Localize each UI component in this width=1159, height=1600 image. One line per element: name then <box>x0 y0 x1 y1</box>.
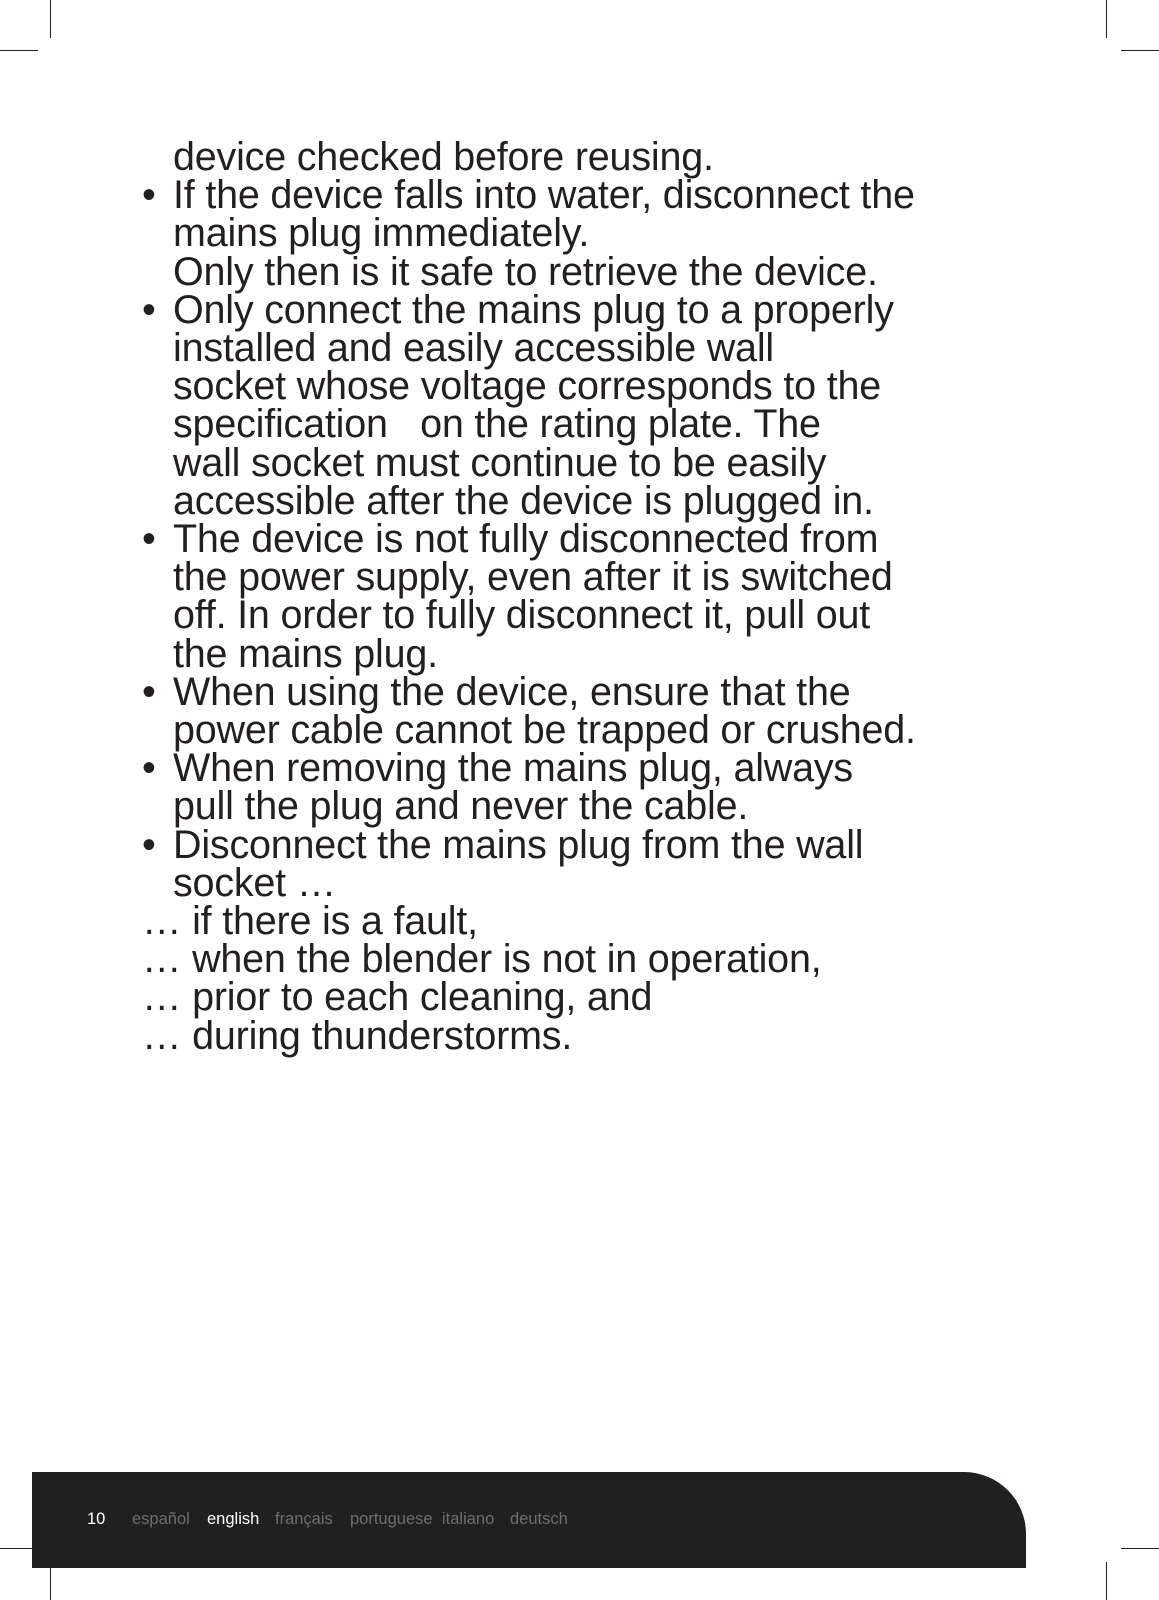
bullet-item <box>142 173 1022 218</box>
text-line: installed and easily accessible wall <box>173 326 774 371</box>
text-line: power cable cannot be trapped or crushed. <box>173 708 916 753</box>
bullet-item <box>142 822 1022 867</box>
text-line: Only connect the mains plug to a properly <box>173 287 894 332</box>
text-line: Only then is it safe to retrieve the device. <box>173 249 878 294</box>
safety-instructions <box>142 135 1022 1058</box>
text-line: specification on the rating plate. The <box>173 402 821 447</box>
bullet-item <box>142 517 1022 562</box>
sub-item: … when the blender is not in operation, <box>142 937 822 982</box>
bullet-icon: • <box>142 173 156 218</box>
page-number: 10 <box>87 1510 106 1528</box>
bullet-icon: • <box>142 517 156 562</box>
language-espanol[interactable]: español <box>132 1510 190 1528</box>
crop-mark-top-right-vertical <box>1106 0 1107 38</box>
crop-mark-top-right-horizontal <box>1121 50 1159 51</box>
text-line: When using the device, ensure that the <box>173 669 851 714</box>
language-portuguese[interactable]: portuguese <box>350 1510 433 1528</box>
text-line: wall socket must continue to be easily <box>173 440 827 485</box>
sub-item: … during thunderstorms. <box>142 1013 573 1058</box>
text-line: the mains plug. <box>173 631 438 676</box>
bullet-icon: • <box>142 669 156 714</box>
text-line: The device is not fully disconnected from <box>173 517 879 562</box>
language-english[interactable]: english <box>207 1510 260 1528</box>
crop-mark-top-left-vertical <box>50 0 51 38</box>
crop-mark-bottom-right-vertical <box>1106 1562 1107 1600</box>
text-line: When removing the mains plug, always <box>173 746 853 791</box>
text-line: the power supply, even after it is switched <box>173 555 893 600</box>
language-francais[interactable]: français <box>275 1510 333 1528</box>
footer-bar <box>32 1472 1026 1568</box>
text-line: mains plug immediately. <box>173 211 590 256</box>
text-line: socket … <box>173 860 337 905</box>
crop-mark-bottom-right-horizontal <box>1121 1548 1159 1549</box>
crop-mark-top-left-horizontal <box>0 50 38 51</box>
bullet-item <box>142 287 1022 332</box>
text-line: If the device falls into water, disconnect the <box>173 173 915 218</box>
text-line: Disconnect the mains plug from the wall <box>173 822 864 867</box>
sub-item: … prior to each cleaning, and <box>142 975 653 1020</box>
language-deutsch[interactable]: deutsch <box>510 1510 568 1528</box>
language-italiano[interactable]: italiano <box>442 1510 495 1528</box>
bullet-icon: • <box>142 746 156 791</box>
text-line: accessible after the device is plugged in. <box>173 478 874 523</box>
text-line: pull the plug and never the cable. <box>173 784 749 829</box>
bullet-item <box>142 669 1022 714</box>
text-line: socket whose voltage corresponds to the <box>173 364 882 409</box>
bullet-item <box>142 746 1022 791</box>
text-line: device checked before reusing. <box>173 135 714 179</box>
bullet-icon: • <box>142 287 156 332</box>
text-line: off. In order to fully disconnect it, pull out <box>173 593 871 638</box>
sub-item: … if there is a fault, <box>142 899 478 944</box>
bullet-icon: • <box>142 822 156 867</box>
